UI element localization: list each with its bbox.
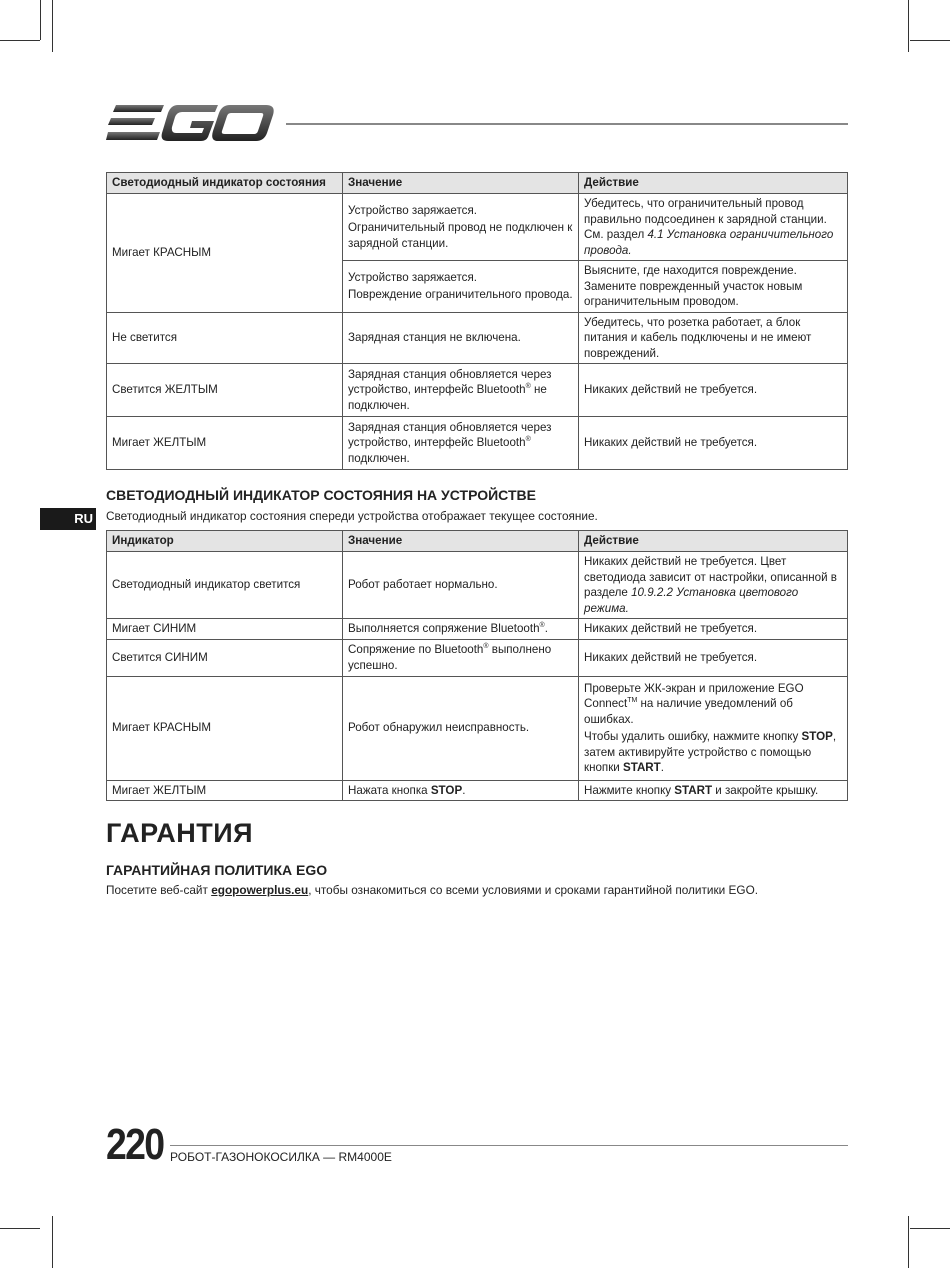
table-row [107, 676, 848, 780]
meaning-text: Сопряжение по Bluetooth [348, 643, 484, 656]
indicator-cell: Светится ЖЕЛТЫМ [107, 364, 343, 417]
action-cell [579, 780, 848, 801]
page-number: 220 [106, 1120, 164, 1169]
action-cell: Проверьте ЖК-экран и приложение EGO Connect™ на наличие уведомлений об ошибках. Чтобы удалить ошибку, нажмите кнопку STOP, затем активируйте устройство с помощью кнопки START. [579, 676, 848, 780]
crop-mark [908, 0, 909, 52]
meaning-text: Зарядная станция обновляется через устройство, интерфейс Bluetooth [348, 420, 552, 450]
warranty-subheading: ГАРАНТИЙНАЯ ПОЛИТИКА EGO [106, 862, 328, 878]
meaning-text: Повреждение ограничительного провода. [348, 288, 573, 302]
device-led-table [106, 530, 848, 801]
action-text: Никаких действий не требуется. Цвет светодиода зависит от настройки, описанной в разделе [584, 555, 837, 599]
table-row [107, 780, 848, 801]
warranty-text-part: Посетите веб-сайт [106, 883, 212, 897]
meaning-text: Зарядная станция обновляется через устройство, интерфейс Bluetooth [348, 367, 552, 397]
table-row [107, 619, 848, 640]
meaning-cell: Робот обнаружил неисправность. [343, 676, 579, 780]
action-text: , затем активируйте устройство с помощью кнопки [584, 730, 837, 774]
action-cell: Никаких действий не требуется. [579, 364, 848, 417]
crop-mark [910, 1228, 950, 1229]
indicator-cell: Мигает КРАСНЫМ [107, 676, 343, 780]
action-cell: Выясните, где находится повреждение. Замените поврежденный участок новым ограничительным проводом. [579, 261, 848, 313]
stop-key-label: STOP [801, 730, 833, 743]
footer-title: РОБОТ-ГАЗОНОКОСИЛКА — RM4000E [170, 1150, 392, 1164]
warranty-title: ГАРАНТИЯ [106, 818, 254, 848]
table-row [107, 364, 848, 417]
meaning-cell: Нажата кнопка STOP. [343, 780, 579, 801]
column-header: Значение [343, 531, 579, 552]
section-intro: Светодиодный индикатор состояния спереди устройства отображает текущее состояние. [106, 509, 598, 523]
table-row [107, 552, 848, 619]
meaning-text: Ограничительный провод не подключен к зарядной станции. [348, 221, 573, 250]
table-header-row [107, 531, 848, 552]
table-row [107, 639, 848, 676]
crop-mark [908, 1216, 909, 1268]
indicator-cell: Светодиодный индикатор светится [107, 552, 343, 619]
crop-mark [40, 0, 41, 40]
charging-station-led-table [106, 172, 848, 470]
ego-logo [106, 103, 276, 143]
svg-text:EGO: EGO [106, 103, 109, 104]
indicator-cell: Мигает ЖЕЛТЫМ [107, 417, 343, 470]
meaning-cell: Выполняется сопряжение Bluetooth®. [343, 619, 579, 640]
action-cell: Никаких действий не требуется. Цвет светодиода зависит от настройки, описанной в разделе 10.9.2.2 Установка цветового режима. [579, 552, 848, 619]
meaning-text: Устройство заряжается. [348, 203, 477, 217]
action-cell: Убедитесь, что розетка работает, а блок питания и кабель подключены и не имеют повреждений. [579, 312, 848, 364]
start-key-label: START [622, 761, 661, 774]
footer-rule [170, 1145, 848, 1146]
table-header-row [107, 173, 848, 194]
meaning-cell [343, 261, 579, 313]
meaning-cell [343, 194, 579, 261]
stop-key-label: STOP [430, 783, 463, 797]
indicator-cell: Мигает СИНИМ [107, 619, 343, 640]
action-text: и закройте крышку. [712, 783, 819, 797]
start-key-label: START [674, 783, 713, 797]
section-reference: 10.9.2.2 Установка цветового режима [584, 586, 799, 615]
meaning-cell: Робот работает нормально. [343, 552, 579, 619]
action-text: Чтобы удалить ошибку, нажмите кнопку [584, 730, 802, 743]
column-header: Действие [579, 531, 848, 552]
meaning-text: Выполняется сопряжение Bluetooth [348, 622, 540, 635]
trademark-mark: TM [627, 697, 638, 705]
indicator-cell: Не светится [107, 312, 343, 364]
language-tab: RU [40, 508, 96, 530]
meaning-text: выполнено успешно. [348, 643, 552, 672]
column-header: Действие [579, 173, 848, 194]
section-reference: 4.1 Установка ограничительного провода [584, 228, 834, 257]
website-link[interactable]: egopowerplus.eu [211, 883, 309, 897]
indicator-cell: Светится СИНИМ [107, 639, 343, 676]
meaning-cell: Зарядная станция обновляется через устройство, интерфейс Bluetooth® не подключен. [343, 364, 579, 417]
crop-mark [910, 40, 950, 41]
meaning-text: подключен. [348, 451, 410, 465]
column-header: Индикатор [107, 531, 343, 552]
meaning-cell: Сопряжение по Bluetooth® выполнено успешно. [343, 639, 579, 676]
header-rule [286, 123, 848, 125]
crop-mark [0, 1228, 40, 1229]
table-row [107, 312, 848, 364]
indicator-cell: Мигает КРАСНЫМ [107, 194, 343, 313]
action-text: на наличие уведомлений об ошибках. [584, 697, 793, 726]
meaning-cell: Зарядная станция не включена. [343, 312, 579, 364]
warranty-text-part: , чтобы ознакомиться со всеми условиями и сроками гарантийной политики EGO. [308, 883, 759, 897]
meaning-text: Устройство заряжается. [348, 270, 477, 284]
crop-mark [52, 0, 53, 52]
crop-mark [0, 40, 40, 41]
crop-mark [52, 1216, 53, 1268]
table-row [107, 417, 848, 470]
action-cell: Никаких действий не требуется. [579, 417, 848, 470]
action-text: Проверьте ЖК-экран и приложение EGO Connect [584, 681, 804, 710]
action-text: Нажмите кнопку [584, 783, 675, 797]
action-cell: Никаких действий не требуется. [579, 619, 848, 640]
column-header: Светодиодный индикатор состояния [107, 173, 343, 194]
indicator-cell: Мигает ЖЕЛТЫМ [107, 780, 343, 801]
meaning-text: Нажата кнопка [348, 783, 431, 797]
action-cell: Убедитесь, что ограничительный провод правильно подсоединен к зарядной станции. См. раздел 4.1 Установка ограничительного провода. [579, 194, 848, 261]
warranty-text [106, 883, 758, 897]
section-heading: СВЕТОДИОДНЫЙ ИНДИКАТОР СОСТОЯНИЯ НА УСТРОЙСТВЕ [106, 487, 536, 503]
action-text: Убедитесь, что ограничительный провод правильно подсоединен к зарядной станции. См. раздел [584, 197, 827, 241]
table-row [107, 194, 848, 261]
meaning-text: не подключен. [348, 383, 547, 412]
action-cell: Никаких действий не требуется. [579, 639, 848, 676]
meaning-cell: Зарядная станция обновляется через устройство, интерфейс Bluetooth® подключен. [343, 417, 579, 470]
column-header: Значение [343, 173, 579, 194]
